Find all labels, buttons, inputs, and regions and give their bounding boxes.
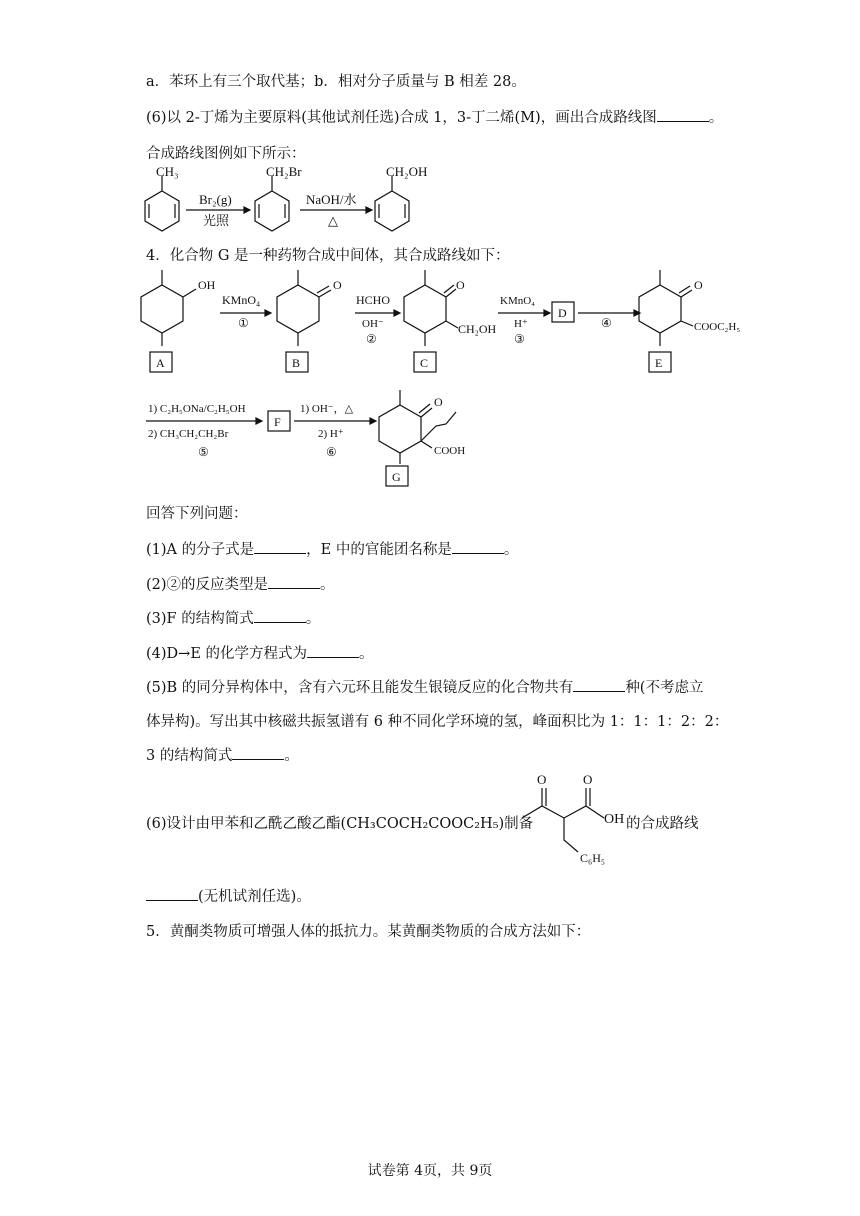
q3-condition: a．苯环上有三个取代基；b．相对分子质量与 B 相差 28。 <box>146 74 526 90</box>
q6-ph: C₆H₅ <box>580 851 606 865</box>
answer-blank[interactable] <box>146 886 198 901</box>
q4-part4-text-a: (4)D→E 的化学方程式为 <box>146 646 308 662</box>
label-F: F <box>274 415 281 429</box>
label-G: G <box>392 470 401 484</box>
step6-reagent-2: 2) H⁺ <box>318 428 344 440</box>
ex-reagent1-bottom: 光照 <box>203 213 230 228</box>
page-footer: 试卷第 4页，共 9页 <box>367 1163 493 1179</box>
label-B: B <box>292 356 301 370</box>
e-o-label: O <box>694 278 703 292</box>
q4-part6-line2 <box>146 885 311 906</box>
label-A: A <box>156 356 165 370</box>
ex-sub2: CH₂Br <box>266 164 302 179</box>
q3-example-intro: 合成路线图例如下所示： <box>146 146 306 162</box>
q4-part6-text-c: (无机试剂任选)。 <box>198 889 311 905</box>
q5-title: 5．黄酮类物质可增强人体的抵抗力。某黄酮类物质的合成方法如下： <box>146 924 591 940</box>
q4-part1-text-c: 。 <box>503 542 519 558</box>
step1-number: ① <box>238 316 249 330</box>
step1-reagent: KMnO₄ <box>222 293 261 307</box>
q6-o2: O <box>583 772 593 787</box>
label-D: D <box>558 306 567 320</box>
label-C: C <box>420 356 429 370</box>
c-o-label: O <box>456 278 465 292</box>
step3-reagent: KMnO₄ <box>500 295 536 307</box>
q4-part2-text-b: 。 <box>320 577 335 593</box>
q4-part6-text-b: 的合成路线 <box>626 816 699 832</box>
label-E: E <box>655 356 663 370</box>
step2-condition: OH⁻ <box>362 318 384 330</box>
q4-part5-text-d: 3 的结构简式 <box>146 748 233 764</box>
step2-number: ② <box>366 332 377 346</box>
step5-reagent-1: 1) C₂H₅ONa/C₂H₅OH <box>148 403 246 415</box>
step5-reagent-2: 2) CH₃CH₂CH₂Br <box>148 428 229 440</box>
ex-sub1: CH₃ <box>156 164 179 179</box>
step6-reagent-1: 1) OH⁻，△ <box>300 403 354 415</box>
answer-intro: 回答下列问题： <box>146 506 248 522</box>
ex-reagent1-top: Br₂(g) <box>199 192 232 207</box>
e-ester-label: COOC₂H₅ <box>694 321 741 333</box>
q3-part6-text: (6)以 2-丁烯为主要原料(其他试剂任选)合成 1，3-丁二烯(M)，画出合成路线图 <box>146 110 657 126</box>
q6-o1: O <box>537 772 547 787</box>
g-cooh-label: COOH <box>434 445 466 457</box>
step5-number: ⑤ <box>198 445 209 459</box>
g-o-label: O <box>434 395 443 409</box>
q3-part6-end: 。 <box>708 110 724 126</box>
q4-part1-text-a: (1)A 的分子式是 <box>146 542 255 558</box>
step2-reagent: HCHO <box>356 293 391 307</box>
q4-part3-text-b: 。 <box>305 611 321 627</box>
q4-part6-text: (6)设计由甲苯和乙酰乙酸乙酯(CH₃COCH₂COOC₂H₅)制备 <box>146 816 534 832</box>
b-o-label: O <box>333 278 342 292</box>
a-oh-label: OH <box>198 278 216 292</box>
c-ch2oh-label: CH₂OH <box>458 322 497 336</box>
step4-number: ④ <box>601 316 612 330</box>
q4-part5-text-b: 种(不考虑立 <box>625 680 704 696</box>
q4-part5-line2: 体异构)。写出其中核磁共振氢谱有 6 种不同化学环境的氢，峰面积比为 1：1：1：2：2： <box>146 714 729 730</box>
q4-part5-text-e: 。 <box>284 748 299 764</box>
step3-condition: H⁺ <box>514 318 528 330</box>
q4-part2-text-a: (2)②的反应类型是 <box>146 577 269 593</box>
q4-part3-text-a: (3)F 的结构简式 <box>146 611 254 627</box>
ex-reagent2-bottom: △ <box>328 213 338 228</box>
step6-number: ⑥ <box>326 445 337 459</box>
ex-sub3: CH₂OH <box>386 164 428 179</box>
q4-part1-text-b: ，E 中的官能团名称是 <box>306 542 452 558</box>
ex-reagent2-top: NaOH/水 <box>306 192 357 207</box>
q6-oh: OH <box>604 812 625 827</box>
q4-title: 4．化合物 G 是一种药物合成中间体，其合成路线如下： <box>146 248 510 264</box>
q4-part4-text-b: 。 <box>359 646 374 662</box>
q4-part5-text-a: (5)B 的同分异构体中，含有六元环且能发生银镜反应的化合物共有 <box>146 680 574 696</box>
step3-number: ③ <box>514 332 525 346</box>
